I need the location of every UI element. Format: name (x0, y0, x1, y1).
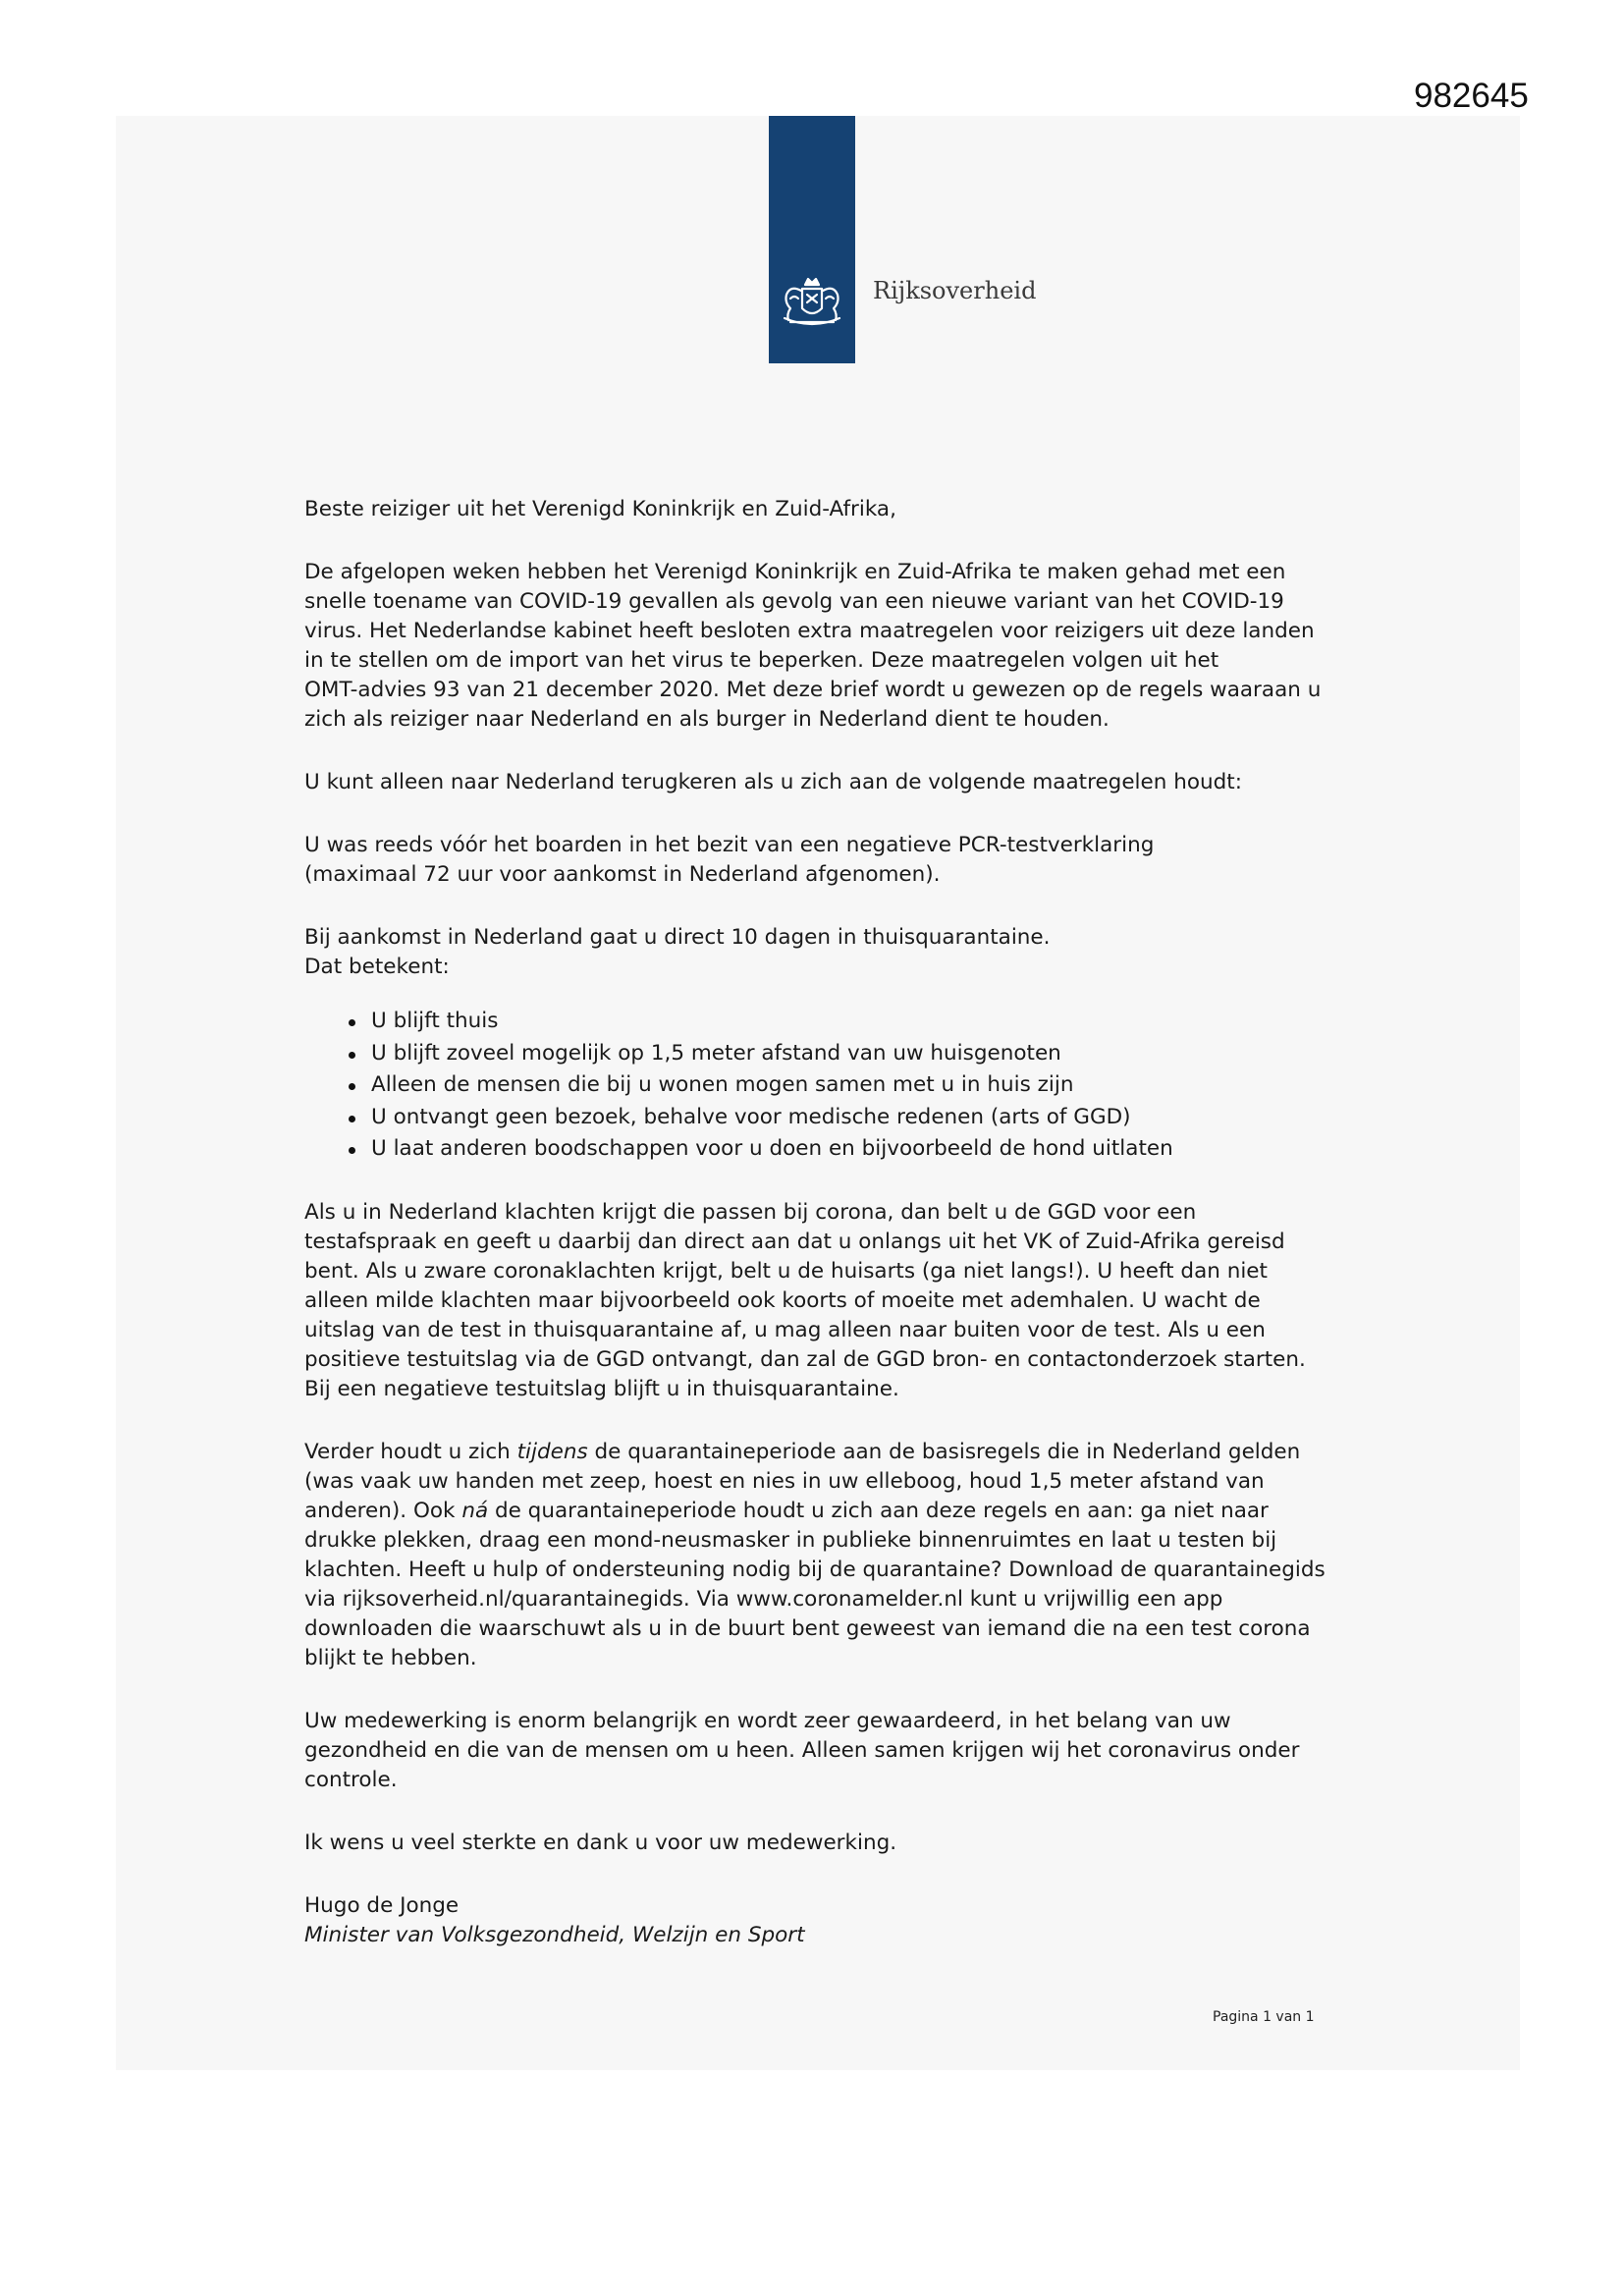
text-line: in te stellen om de import van het virus te beperken. Deze maatregelen volgen uit het (304, 648, 1219, 673)
quarantine-paragraph (304, 923, 1335, 982)
list-item: U blijft thuis (371, 1006, 1335, 1038)
text-line: Als u in Nederland klachten krijgt die passen bij corona, dan belt u de GGD voor een (304, 1199, 1197, 1225)
text-line: via rijksoverheid.nl/quarantainegids. Via www.coronamelder.nl kunt u vrijwillig een app (304, 1586, 1223, 1612)
text-line: Bij een negatieve testuitslag blijft u in thuisquarantaine. (304, 1376, 899, 1401)
document-number: 982645 (1414, 77, 1529, 115)
list-item: U blijft zoveel mogelijk op 1,5 meter afstand van uw huisgenoten (371, 1038, 1335, 1070)
text-line (304, 1497, 1335, 1526)
complaints-paragraph (304, 1198, 1335, 1404)
quarantine-line: Bij aankomst in Nederland gaat u direct 10 dagen in thuisquarantaine. (304, 925, 1051, 950)
logo-wordmark: Rijksoverheid (873, 277, 1037, 304)
signature-block (304, 1891, 1335, 1950)
text-line: uitslag van de test in thuisquarantaine af, u mag alleen naar buiten voor de test. Als u een (304, 1317, 1266, 1342)
emphasis-text: ná (461, 1498, 489, 1523)
text-line: Uw medewerking is enorm belangrijk en wordt zeer gewaardeerd, in het belang van uw (304, 1708, 1231, 1733)
coat-of-arms-icon (769, 116, 855, 363)
text-fragment: Verder houdt u zich (304, 1439, 517, 1464)
letter-body (304, 495, 1335, 1950)
text-fragment: anderen). Ook (304, 1498, 462, 1523)
rijksoverheid-logo-bar (769, 116, 855, 363)
basic-rules-paragraph (304, 1438, 1335, 1673)
text-line: blijkt te hebben. (304, 1645, 477, 1670)
text-line: U was reeds vóór het boarden in het bezit van een negatieve PCR-testverklaring (304, 833, 1155, 857)
cooperation-paragraph (304, 1707, 1335, 1795)
text-line: virus. Het Nederlandse kabinet heeft besloten extra maatregelen voor reizigers uit deze landen (304, 619, 1315, 643)
text-line: alleen milde klachten maar bijvoorbeeld ook koorts of moeite met ademhalen. U wacht de (304, 1287, 1261, 1313)
pcr-paragraph (304, 831, 1335, 890)
text-fragment: de quarantaineperiode houdt u zich aan deze regels en aan: ga niet naar (488, 1498, 1269, 1523)
list-item: U ontvangt geen bezoek, behalve voor medische redenen (arts of GGD) (371, 1102, 1335, 1134)
text-line: snelle toename van COVID-19 gevallen als gevolg van een nieuwe variant van het COVID-19 (304, 589, 1284, 614)
text-fragment: de quarantaineperiode aan de basisregels die in Nederland gelden (587, 1439, 1301, 1464)
list-item: Alleen de mensen die bij u wonen mogen samen met u in huis zijn (371, 1069, 1335, 1102)
text-line: zich als reiziger naar Nederland en als burger in Nederland dient te houden. (304, 707, 1110, 732)
return-condition: U kunt alleen naar Nederland terugkeren als u zich aan de volgende maatregelen houdt: (304, 770, 1242, 794)
closing-line: Ik wens u veel sterkte en dank u voor uw medewerking. (304, 1830, 897, 1855)
quarantine-rules-list (304, 1006, 1335, 1166)
signature-title: Minister van Volksgezondheid, Welzijn en Sport (304, 1922, 805, 1947)
text-line: OMT-advies 93 van 21 december 2020. Met deze brief wordt u gewezen op de regels waaraan u (304, 678, 1322, 702)
text-line: De afgelopen weken hebben het Verenigd Koninkrijk en Zuid-Afrika te maken gehad met een (304, 560, 1286, 584)
salutation: Beste reiziger uit het Verenigd Koninkrijk en Zuid-Afrika, (304, 497, 896, 521)
text-line: controle. (304, 1767, 398, 1792)
text-line: downloaden die waarschuwt als u in de buurt bent geweest van iemand die na een test corona (304, 1615, 1311, 1641)
text-line: bent. Als u zware coronaklachten krijgt, belt u de huisarts (ga niet langs!). U heeft dan niet (304, 1258, 1268, 1284)
text-line: testafspraak en geeft u daarbij dan direct aan dat u onlangs uit het VK of Zuid-Afrika gereisd (304, 1229, 1285, 1254)
text-line: klachten. Heeft u hulp of ondersteuning nodig bij de quarantaine? Download de quarantainegids (304, 1557, 1326, 1582)
text-line: drukke plekken, draag een mond-neusmasker in publieke binnenruimtes en laat u testen bij (304, 1527, 1277, 1553)
text-line (304, 1438, 1335, 1467)
text-line: gezondheid en die van de mensen om u heen. Alleen samen krijgen wij het coronavirus onder (304, 1737, 1300, 1763)
signature-name: Hugo de Jonge (304, 1892, 460, 1918)
list-item: U laat anderen boodschappen voor u doen en bijvoorbeeld de hond uitlaten (371, 1133, 1335, 1166)
text-line: (was vaak uw handen met zeep, hoest en nies in uw elleboog, houd 1,5 meter afstand van (304, 1468, 1265, 1494)
emphasis-text: tijdens (516, 1439, 588, 1464)
meaning-label: Dat betekent: (304, 955, 450, 979)
text-line: (maximaal 72 uur voor aankomst in Nederland afgenomen). (304, 862, 941, 887)
page-number: Pagina 1 van 1 (1213, 2009, 1315, 2025)
intro-paragraph (304, 558, 1335, 735)
text-line: positieve testuitslag via de GGD ontvangt, dan zal de GGD bron- en contactonderzoek starten. (304, 1346, 1306, 1372)
